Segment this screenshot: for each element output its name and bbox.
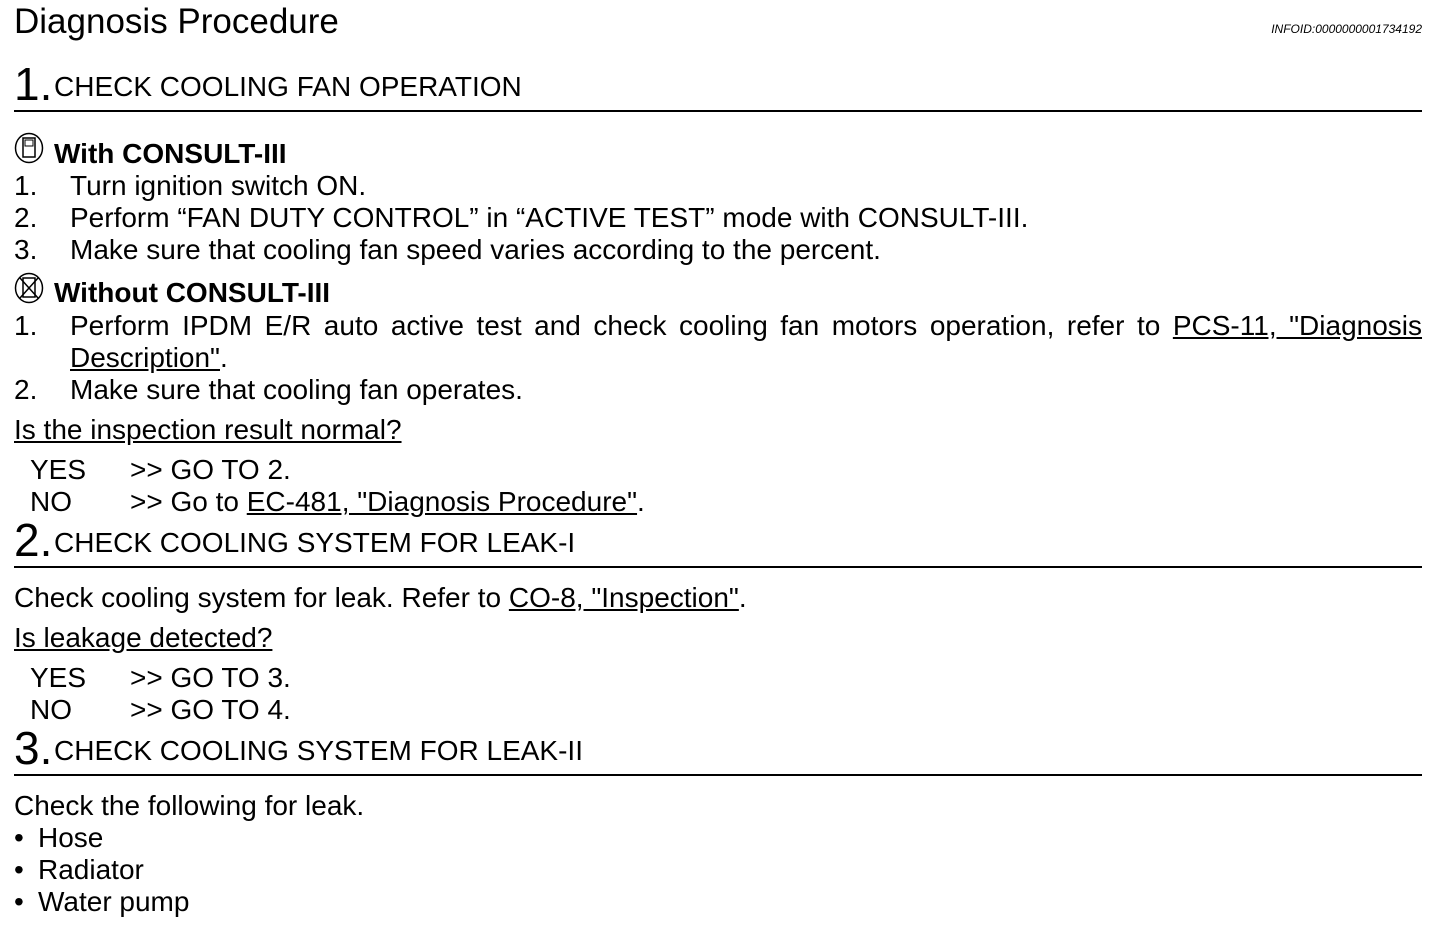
step-1-header: [14, 58, 1422, 112]
pcs-11-link-continued[interactable]: Description": [70, 342, 220, 373]
page-title: Diagnosis Procedure: [14, 2, 339, 41]
with-consult-label: With CONSULT-III: [54, 138, 287, 169]
pcs-11-link[interactable]: PCS-11, "Diagnosis: [1172, 310, 1423, 341]
co-8-link[interactable]: CO-8, "Inspection": [508, 582, 739, 613]
step-1-number: 1.: [14, 58, 53, 110]
list-number: 1.: [14, 310, 38, 341]
no-consult-icon: [14, 272, 44, 304]
step-2-header: [14, 514, 1422, 568]
list-item-continuation: Description".: [70, 342, 228, 373]
step-1-title: CHECK COOLING FAN OPERATION: [54, 71, 522, 102]
leakage-question: Is leakage detected?: [14, 622, 273, 653]
inspection-question: Is the inspection result normal?: [14, 414, 402, 445]
step-3-text: Check the following for leak.: [14, 790, 365, 821]
ec-481-link[interactable]: EC-481, "Diagnosis Procedure": [246, 486, 638, 517]
consult-icon: [14, 132, 44, 164]
step-3-header: [14, 722, 1422, 776]
bullet: •: [14, 886, 24, 917]
step-3-title: CHECK COOLING SYSTEM FOR LEAK-II: [54, 735, 583, 766]
step-3-number: 3.: [14, 722, 53, 774]
bullet: •: [14, 822, 24, 853]
without-consult-label: Without CONSULT-III: [54, 277, 331, 308]
bullet: •: [14, 854, 24, 885]
step-2-text: Check cooling system for leak. Refer to CO-8, "Inspection".: [14, 582, 747, 613]
info-id: INFOID:0000000001734192: [1271, 22, 1422, 36]
step-2-number: 2.: [14, 514, 53, 566]
list-item-text: Perform IPDM E/R auto active test and check cooling fan motors operation, refer to PCS-11, "Diagnosis: [70, 310, 1423, 341]
step-2-title: CHECK COOLING SYSTEM FOR LEAK-I: [54, 527, 576, 558]
